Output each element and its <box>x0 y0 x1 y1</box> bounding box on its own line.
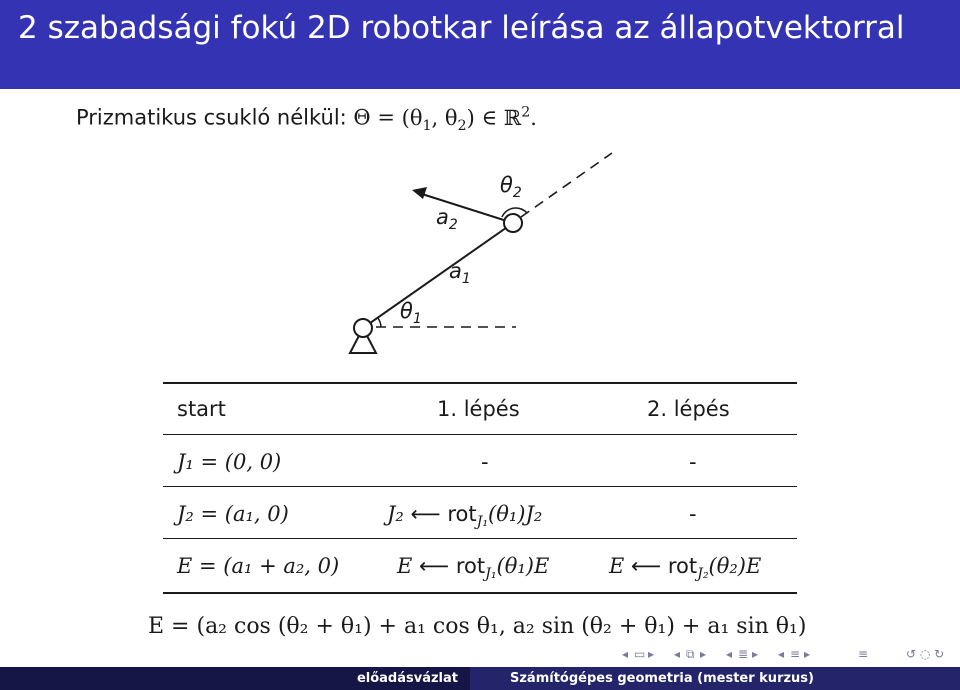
nav-subsection-left-icon[interactable]: ◂ <box>674 647 681 661</box>
intro-sub1: 1 <box>422 117 432 134</box>
nav-subsection-icon[interactable]: ⧉ <box>686 647 695 661</box>
nav-section-right-icon[interactable]: ▸ <box>752 647 759 661</box>
nav-frame-left-icon[interactable]: ◂ <box>622 647 629 661</box>
header-step1: 1. lépés <box>437 397 520 421</box>
intro-sub2: 2 <box>457 117 467 134</box>
row2-rot: rot <box>447 502 477 526</box>
intro-text: Prizmatikus csukló nélkül: <box>76 105 347 130</box>
footer <box>0 667 960 690</box>
row2-rot-sub: J₁ <box>476 513 489 530</box>
row1-step2: - <box>689 450 697 474</box>
row2-arrow: ⟵ <box>410 502 441 526</box>
robot-arm-diagram <box>0 140 960 370</box>
footer-left: előadásvázlat <box>0 667 470 690</box>
header-step2: 2. lépés <box>647 397 730 421</box>
intro-comma: , θ <box>431 105 458 130</box>
row1-start: J₁ = (0, 0) <box>177 450 282 474</box>
intro-theta: Θ <box>353 105 371 130</box>
nav-doc-right-icon[interactable]: ▸ <box>804 647 811 661</box>
intro-eq: = <box>377 105 395 130</box>
arrow-head-icon <box>412 187 427 199</box>
link-a1 <box>363 223 513 328</box>
intro-vector: (θ <box>401 105 423 130</box>
row3-rest1: (θ₁)E <box>496 554 550 578</box>
beamer-navigation <box>622 647 958 663</box>
header-rule <box>163 434 797 435</box>
intro-line <box>76 104 537 134</box>
header-start: start <box>177 397 226 421</box>
row3-step2 <box>609 554 761 582</box>
nav-section-left-icon[interactable]: ◂ <box>726 647 733 661</box>
intro-close: ) <box>466 105 475 130</box>
nav-search-icon[interactable]: ↺ ◌ ↻ <box>906 647 945 661</box>
label-a2: $a_2$ <box>436 205 458 233</box>
nav-subsection-right-icon[interactable]: ▸ <box>700 647 707 661</box>
row1-step1: - <box>481 450 489 474</box>
row2-rest: (θ₁)J₂ <box>488 502 543 526</box>
joint-2 <box>504 214 522 232</box>
nav-frame-right-icon[interactable]: ▸ <box>648 647 655 661</box>
row2-step1 <box>387 502 542 530</box>
row3-rot1: rot <box>455 554 486 578</box>
row2-step2: - <box>689 502 697 526</box>
reference-line-2 <box>521 153 612 217</box>
row3-rot2-sub: J₂ <box>697 565 709 582</box>
row2-lhs: J₂ <box>387 502 404 526</box>
row3-rot1-sub: J₁ <box>485 565 497 582</box>
label-theta2: $\theta_2$ <box>500 173 522 201</box>
label-a1: $a_1$ <box>449 259 471 287</box>
nav-section-icon[interactable]: ≣ <box>738 647 749 661</box>
nav-frame-icon[interactable]: ▭ <box>634 647 646 661</box>
joint-1 <box>354 319 372 337</box>
row3-rot2: rot <box>667 554 698 578</box>
row3-rest2: (θ₂)E <box>708 554 762 578</box>
row2-start: J₂ = (a₁, 0) <box>177 502 289 526</box>
intro-set: ℝ <box>503 105 522 130</box>
nav-doc-left-icon[interactable]: ◂ <box>778 647 785 661</box>
final-equation: E = (a₂ cos (θ₂ + θ₁) + a₁ cos θ₁, a₂ sin (θ₂ + θ₁) + a₁ sin θ₁) <box>148 614 807 639</box>
footer-right: Számítógépes geometria (mester kurzus) <box>470 667 960 690</box>
row3-arrow2: ⟵ <box>631 554 662 578</box>
label-theta1: $\theta_1$ <box>400 299 422 327</box>
intro-in: ∈ <box>481 105 498 130</box>
angle-arc-theta1 <box>378 318 381 327</box>
slide-title: 2 szabadsági fokú 2D robotkar leírása az állapotvektorral <box>18 10 905 46</box>
table-top-rule <box>163 382 797 384</box>
row3-arrow1: ⟵ <box>419 554 450 578</box>
intro-set-exp: 2 <box>521 104 531 120</box>
row3-start: E = (a₁ + a₂, 0) <box>177 554 340 578</box>
table-bottom-rule <box>163 592 797 594</box>
row1-rule <box>163 486 797 487</box>
nav-align-icon[interactable]: ≡ <box>858 647 869 661</box>
nav-document-icon[interactable]: ≡ <box>790 647 801 661</box>
intro-period: . <box>530 105 537 130</box>
title-bar <box>0 0 960 89</box>
row3-lhs1: E <box>397 554 413 578</box>
row3-lhs2: E <box>609 554 625 578</box>
row3-step1 <box>397 554 549 582</box>
row2-rule <box>163 538 797 539</box>
